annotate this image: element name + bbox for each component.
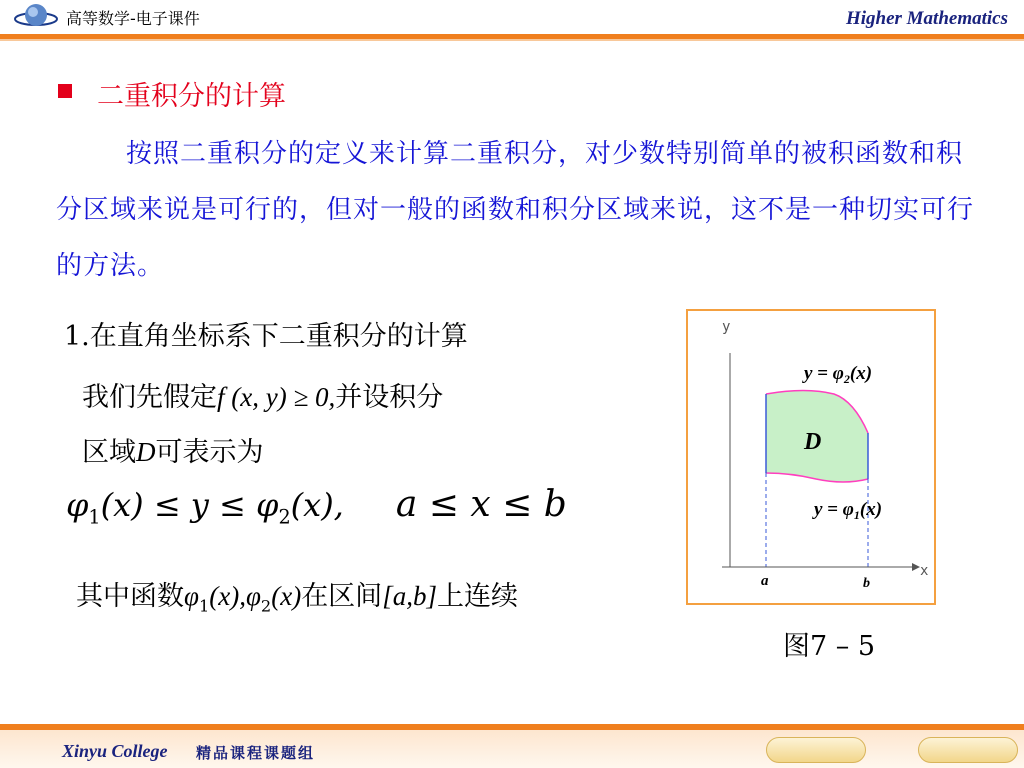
- phi-subscript-1: 1: [88, 505, 101, 529]
- phi1-subscript: 1: [198, 596, 210, 616]
- tick-label-a: a: [761, 573, 769, 589]
- assumption-suffix: 并设积分: [335, 382, 444, 413]
- section-title: 二重积分的计算: [97, 81, 286, 112]
- phi1-symbol: φ: [184, 581, 199, 611]
- phi2-symbol: (x),φ: [209, 581, 261, 611]
- continuity-prefix: 其中函数: [76, 581, 184, 612]
- continuity-middle: 在区间: [301, 581, 383, 612]
- globe-logo-icon: [14, 1, 60, 33]
- college-name: Xinyu College: [62, 741, 168, 761]
- assumption-prefix: 我们先假定: [82, 382, 217, 413]
- course-group-name: 精品课程课题组: [196, 744, 316, 762]
- region-suffix: 可表示为: [155, 437, 264, 468]
- assumption-line: [82, 375, 443, 414]
- inequality-end: (x),: [290, 486, 344, 524]
- lower-curve-label: $y = \varphi_1(x)$: [814, 499, 883, 522]
- header-bar: [0, 0, 1024, 44]
- subsection-title: 1.在直角坐标系下二重积分的计算: [64, 321, 468, 352]
- inequality-formula: [66, 484, 567, 528]
- x-axis-label: x: [920, 563, 929, 579]
- region-line: [82, 430, 264, 469]
- next-slide-button[interactable]: [918, 737, 1018, 763]
- phi2-subscript: 2: [260, 596, 272, 616]
- region-variable: D: [136, 437, 156, 467]
- previous-slide-button[interactable]: [766, 737, 866, 763]
- tick-label-b: b: [863, 576, 870, 591]
- interval-ab: [a,b]: [382, 581, 437, 611]
- course-title-english: Higher Mathematics: [845, 8, 1008, 29]
- assumption-formula: f (x, y) ≥ 0,: [217, 382, 336, 412]
- y-axis-label: y: [722, 319, 731, 335]
- course-title: 高等数学-电子课件: [66, 9, 200, 28]
- continuity-suffix: 上连续: [436, 581, 518, 612]
- phi-subscript-2: 2: [278, 505, 291, 529]
- intro-paragraph: 按照二重积分的定义来计算二重积分，对少数特别简单的被积函数和积分区域来说是可行的，但对一般的函数和积分区域来说，这不是一种切实可行的方法。: [56, 139, 975, 281]
- phi-symbol: φ: [66, 486, 89, 524]
- region-prefix: 区域: [82, 437, 136, 468]
- bullet-square-icon: [58, 84, 72, 98]
- upper-curve-label: $y = \varphi_2(x)$: [804, 363, 873, 386]
- x-range: a ≤ x ≤ b: [395, 484, 567, 525]
- x-axis-arrow-icon: [912, 563, 920, 571]
- header-divider-shadow: [0, 39, 1024, 41]
- region-label: D: [804, 429, 822, 455]
- phi2-argument: (x): [271, 581, 302, 611]
- continuity-line: [76, 574, 518, 615]
- region-diagram: [686, 309, 936, 605]
- inequality-middle: (x) ≤ y ≤ φ: [100, 486, 279, 524]
- figure-caption: 图7 – 5: [783, 631, 876, 662]
